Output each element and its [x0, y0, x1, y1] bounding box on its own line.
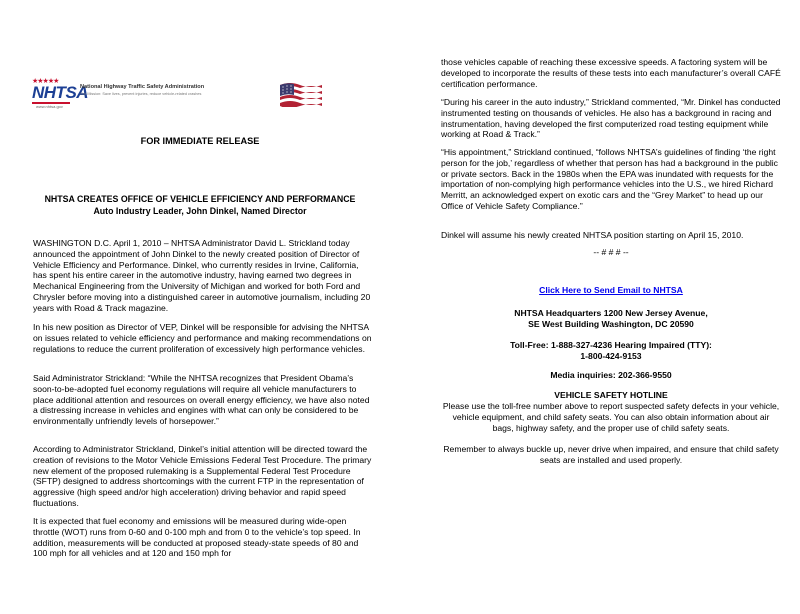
phone-line-2: 1-800-424-9153	[580, 351, 642, 361]
paragraph-testing: It is expected that fuel economy and emissions will be measured during wide-open throttle (WOT) runs from 0-60 and 0-100 mph and from 0 to the vehicle’s top speed. In addition, measurements will be conducted at proposed steady-state speeds of 80 and 100 mph for all vehicles and at 120 and 150 mph for	[33, 516, 361, 559]
email-link-row	[441, 285, 781, 296]
logo-stars: ★★★★★	[32, 78, 59, 85]
address-line-2: SE West Building Washington, DC 20590	[528, 319, 694, 329]
paragraph-career: “During his career in the auto industry,” Strickland commented, “Mr. Dinkel has conducted instrumented testing on thousands of vehicles. He also has a background in racing and instrumentation, having developed the first computerized road testing equipment while working at Road & Track.”	[441, 97, 781, 140]
us-flag-icon	[278, 81, 324, 107]
paragraph-quote: Said Administrator Strickland: “While the NHTSA recognizes that President Obama’s soon-to-be-adopted fuel economy regulations will require all vehicle manufacturers to place additional attention and resources on overall energy efficiency, we have also noted a distressing increase in vehicles and engines with what can only be considered to be environmentally unfriendly levels of horsepower.”	[33, 373, 370, 427]
nhtsa-logo-text: NHTSA	[32, 83, 89, 102]
agency-mission: Our Mission: Save lives, prevent injuries, reduce vehicle-related crashes	[80, 92, 202, 96]
send-email-link[interactable]: Click Here to Send Email to NHTSA	[539, 285, 683, 295]
hotline-title: VEHICLE SAFETY HOTLINE	[554, 390, 668, 400]
paragraph-role: In his new position as Director of VEP, Dinkel will be responsible for advising the NHTSA on issues related to vehicle efficiency and performance and making recommendations on regulations to reduce the current proliferation of excessively high performance vehicles.	[33, 322, 372, 354]
address-line-1: NHTSA Headquarters 1200 New Jersey Avenue,	[514, 308, 708, 318]
media-inquiries: Media inquiries: 202-366-9550	[550, 370, 672, 380]
subheadline: Auto Industry Leader, John Dinkel, Named Director	[93, 206, 307, 216]
paragraph-appointment: “His appointment,” Strickland continued, “follows NHTSA’s guidelines of finding ‘the right person for the job,’ regardless of whether that person has had a background in the public or private sectors. Back in the 1980s when the EPA was inundated with requests for the importation of non-complying high performance vehicles into the U.S., we hired Richard Merritt, an acknowledged expert on exotic cars and the “Grey Market” to head up our Office of Vehicle Safety Compliance.”	[441, 147, 778, 211]
paragraph-procedure: According to Administrator Strickland, Dinkel’s initial attention will be directed toward the creation of revisions to the Motor Vehicle Emissions Federal Test Procedure. The primary new element of the proposed rulemaking is a Supplemental Federal Test Procedure (SFTP) designed to address shortcomings with the current FTP in the representation of aggressive (high speed and/or high acceleration) driving behavior and rapid speed fluctuations.	[33, 444, 372, 508]
end-mark: -- # # # --	[593, 247, 629, 257]
phone-line-1: Toll-Free: 1-888-327-4236 Hearing Impaired (TTY):	[510, 340, 712, 350]
paragraph-start-date: Dinkel will assume his newly created NHTSA position starting on April 15, 2010.	[441, 230, 744, 240]
agency-name: National Highway Traffic Safety Administration	[80, 84, 205, 90]
paragraph-factoring: those vehicles capable of reaching these excessive speeds. A factoring system will be developed to incorporate the results of these tests into each manufacturer’s overall CAFÉ certification performance.	[441, 57, 781, 89]
logo-url: www.nhtsa.gov	[36, 104, 63, 109]
release-label: FOR IMMEDIATE RELEASE	[140, 136, 260, 146]
headline: NHTSA CREATES OFFICE OF VEHICLE EFFICIENCY AND PERFORMANCE	[44, 194, 356, 204]
hotline-text-1: Please use the toll-free number above to report suspected safety defects in your vehicle, vehicle equipment, and child safety seats. You can also obtain information about air bags, highway safety, and the proper use of child safety seats.	[442, 401, 780, 433]
paragraph-intro: WASHINGTON D.C. April 1, 2010 – NHTSA Administrator David L. Strickland today announced the appointment of John Dinkel to the newly created position of Director of Vehicle Efficiency and Performance. Dinkel, who currently resides in Irvine, California, has spent his entire career in the automotive industry, having earned two degrees in Mechanical Engineering from the University of Michigan and worked for both Ford and Chrysler before moving into a distinguished career in automotive journalism, including 20 years with Road & Track magazine.	[33, 238, 371, 313]
nhtsa-logo[interactable]	[32, 77, 262, 111]
hotline-text-2: Remember to always buckle up, never drive when impaired, and ensure that child safety seats are installed and used properly.	[443, 444, 779, 465]
